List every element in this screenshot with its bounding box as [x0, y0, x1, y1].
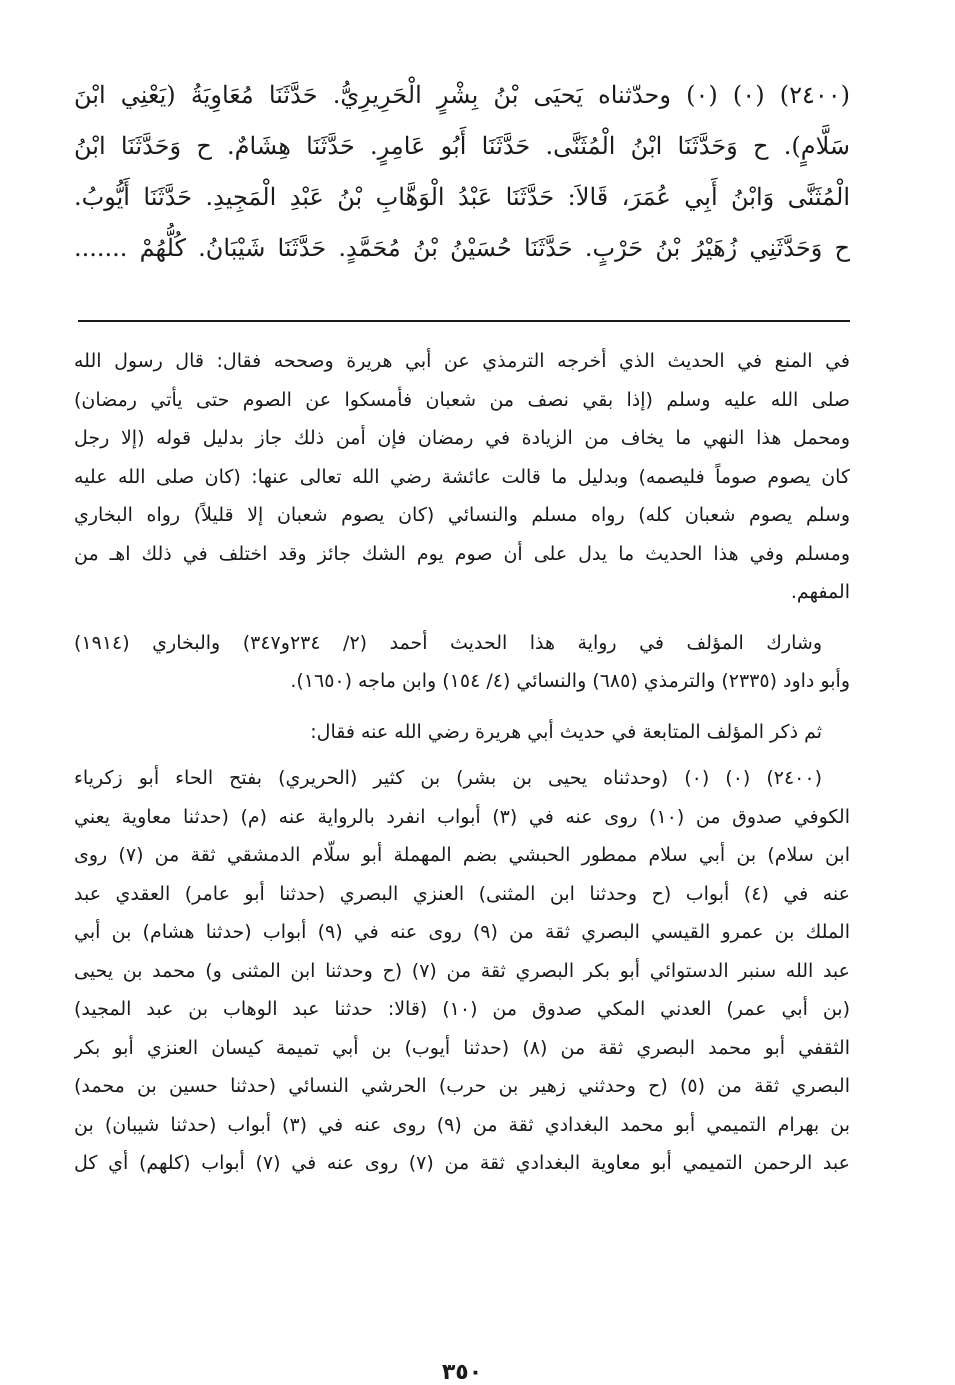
text-line: المفهم. — [790, 581, 850, 603]
text-line: (٢٤٠٠) (٠) (٠) (وحدثناه يحيى بن بشر) بن كثير (الحريري) بفتح الحاء أبو زكرياء — [74, 767, 823, 789]
text-line: ابن سلام) بن أبي سلام ممطور الحبشي بضم المهملة أبو سلّام الدمشقي ثقة من (٧) روى — [74, 844, 850, 866]
footnote-separator — [78, 320, 850, 322]
book-page — [74, 70, 850, 1385]
text-line: وسلم يصوم شعبان كله) رواه مسلم والنسائي (كان يصوم شعبان إلا قليلاً) رواه البخاري — [74, 504, 850, 526]
hadith-line: سَلَّامٍ). ح وَحَدَّثَنَا ابْنُ الْمُثَنَّى. حَدَّثَنَا أَبُو عَامِرٍ. حَدَّثَنَا هِشَامٌ. ح وَحَدَّثَنَا ابْنُ — [74, 132, 850, 160]
hadith-line: (٢٤٠٠) (٠) (٠) وحدّثناه يَحيَى بْنُ بِشْرٍ الْحَرِيرِيُّ. حَدَّثَنَا مُعَاوِيَةُ (يَعْنِي ابْنَ — [74, 81, 850, 109]
commentary-paragraph-1 — [74, 342, 850, 612]
text-line: الثقفي أبو محمد البصري ثقة من (٨) (حدثنا أيوب) بن أبي تميمة كيسان العنزي أبو بكر — [74, 1036, 850, 1059]
commentary-paragraph-4 — [74, 759, 850, 1183]
text-line: الكوفي صدوق من (١٠) روى عنه في (٣) أبواب انفرد بالرواية عنه (م) (حدثنا معاوية يعني — [74, 805, 850, 828]
text-line: (بن أبي عمر) العدني المكي صدوق من (١٠) (قالا: حدثنا عبد الوهاب بن عبد المجيد) — [74, 998, 850, 1020]
text-line: الملك بن عمرو القيسي البصري ثقة من (٩) روى عنه في (٩) أبواب (حدثنا هشام) بن أبي — [74, 921, 850, 943]
text-line: عبد الرحمن التميمي أبو معاوية البغدادي ثقة من (٧) روى عنه في (٧) أبواب (كلهم) أي كل — [74, 1152, 850, 1174]
text-line: ومحمل هذا النهي ما يخاف من الزيادة في رمضان فإن أمن ذلك جاز بدليل قوله (إلا رجل — [74, 427, 850, 449]
hadith-line: الْمُثَنَّى وَابْنُ أَبِي عُمَرَ، قَالاَ: حَدَّثَنَا عَبْدُ الْوَهَّابِ بْنُ عَبْدِ الْمَجِيدِ. حَدَّثَنَا أَيُّوبُ. — [74, 183, 850, 211]
hadith-text — [74, 70, 850, 278]
text-line: وشارك المؤلف في رواية هذا الحديث أحمد (٢/ ٢٣٤و٣٤٧) والبخاري (١٩١٤) — [74, 631, 823, 654]
commentary — [74, 342, 850, 1183]
text-line: كان يصوم صوماً فليصمه) وبدليل ما قالت عائشة رضي الله تعالى عنها: (كان صلى الله عليه — [74, 465, 850, 488]
text-line: البصري ثقة من (٥) (ح وحدثني زهير بن حرب) الحرشي النسائي (حدثنا حسين بن محمد) — [74, 1075, 850, 1097]
text-line: صلى الله عليه وسلم (إذا بقي نصف من شعبان فأمسكوا عن الصوم حتى يأتي رمضان) — [74, 388, 850, 411]
page-number: ٣٥٠ — [441, 1360, 483, 1385]
text-line: ثم ذكر المؤلف المتابعة في حديث أبي هريرة رضي الله عنه فقال: — [310, 720, 822, 743]
hadith-line: ح وَحَدَّثَنِي زُهَيْرُ بْنُ حَرْبٍ. حَدَّثَنَا حُسَيْنُ بْنُ مُحَمَّدٍ. حَدَّثَنَا شَيْبَانُ. كُلُّهُمْ ....... — [74, 234, 850, 262]
commentary-paragraph-3 — [74, 713, 850, 752]
commentary-paragraph-2 — [74, 624, 850, 701]
text-line: في المنع في الحديث الذي أخرجه الترمذي عن أبي هريرة وصححه فقال: قال رسول الله — [74, 350, 850, 372]
text-line: عنه في (٤) أبواب (ح وحدثنا ابن المثنى) العنزي البصري (حدثنا أبو عامر) العقدي عبد — [74, 882, 850, 905]
text-line: بن بهرام التميمي أبو محمد البغدادي ثقة من (٩) روى عنه في (٣) أبواب (حدثنا شيبان) بن — [74, 1113, 850, 1136]
text-line: وأبو داود (٢٣٣٥) والترمذي (٦٨٥) والنسائي (٤/ ١٥٤) وابن ماجه (١٦٥٠). — [290, 670, 850, 692]
text-line: عبد الله سنبر الدستوائي أبو بكر البصري ثقة من (٧) (ح وحدثنا ابن المثنى و) محمد بن يحيى — [74, 959, 850, 982]
text-line: ومسلم وفي هذا الحديث ما يدل على أن صوم يوم الشك جائز وقد اختلف في ذلك اهـ من — [74, 542, 850, 565]
